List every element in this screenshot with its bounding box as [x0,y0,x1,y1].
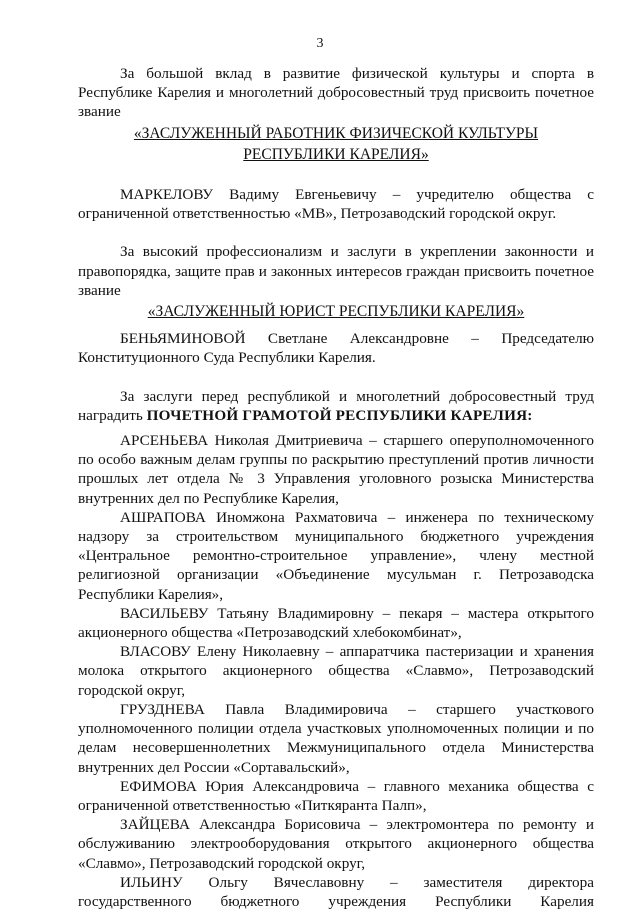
awardee-item: АРСЕНЬЕВА Николая Дмитриевича – старшего оперуполномоченного по особо важным делам группы по раскрытию преступлений против личности прошлых лет отдела № 3 Управления уголовного розыска Министерства внутренних дел по Республике Карелия, [78,432,594,507]
awardee-item: ИЛЬИНУ Ольгу Вячеславовну – заместителя директора государственного бюджетного учреждения Республики Карелия [78,873,594,910]
culture-title-line-1: «ЗАСЛУЖЕННЫЙ РАБОТНИК ФИЗИЧЕСКОЙ КУЛЬТУРЫ [133,124,539,142]
lawyer-intro: За высокий профессионализм и заслуги в укреплении законности и правопорядка, защите прав и законных интересов граждан присвоить почетное звание [78,243,594,299]
awardee-item: ВАСИЛЬЕВУ Татьяну Владимировну – пекаря – мастера открытого акционерного общества «Петрозаводский хлебокомбинат», [78,604,594,642]
lawyer-awardee: БЕНЬЯМИНОВОЙ Светлане Александровне – Председателю Конституционного Суда Республики Карелия. [78,330,594,367]
lawyer-title: «ЗАСЛУЖЕННЫЙ ЮРИСТ РЕСПУБЛИКИ КАРЕЛИЯ» [147,303,525,321]
awardee-item: АШРАПОВА Иномжона Рахматовича – инженера по техническому надзору за строительством муниципального бюджетного учреждения «Центральное ремонтно-строительное управление», члену местной религиозной организации «Объединение мусульман г. Петрозаводска Республики Карелия», [78,508,594,603]
page-number: 3 [316,36,324,51]
culture-intro: За большой вклад в развитие физической культуры и спорта в Республике Карелия и многолетний добросовестный труд присвоить почетное звание [78,65,594,121]
document-body [78,64,594,911]
awardee-item: ВЛАСОВУ Елену Николаевну – аппаратчика пастеризации и хранения молока открытого акционерного общества «Славмо», Петрозаводский городской округ, [78,643,594,699]
awardee-item: ГРУЗДНЕВА Павла Владимировича – старшего участкового уполномоченного полиции отдела участковых уполномоченных полиции и по делам несовершеннолетних Межмуниципального отдела Министерства внутренних дел России «Сортавальский», [78,700,594,776]
award-intro-text: За заслуги перед республикой и многолетний добросовестный труд наградить [78,387,594,424]
culture-awardee: МАРКЕЛОВУ Вадиму Евгеньевичу – учредителю общества с ограниченной ответственностью «МВ», Петрозаводский городской округ. [78,186,594,223]
awardee-item: ЕФИМОВА Юрия Александровича – главного механика общества с ограниченной ответственностью «Питкяранта Палп», [78,777,594,814]
awardee-item: ЗАЙЦЕВА Александра Борисовича – электромонтера по ремонту и обслуживанию электрооборудования открытого акционерного общества «Славмо», Петрозаводский городской округ, [78,816,594,872]
award-title: ПОЧЕТНОЙ ГРАМОТОЙ РЕСПУБЛИКИ КАРЕЛИЯ: [146,406,533,424]
culture-title-line-2: РЕСПУБЛИКИ КАРЕЛИЯ» [243,145,429,163]
award-intro [78,387,594,425]
